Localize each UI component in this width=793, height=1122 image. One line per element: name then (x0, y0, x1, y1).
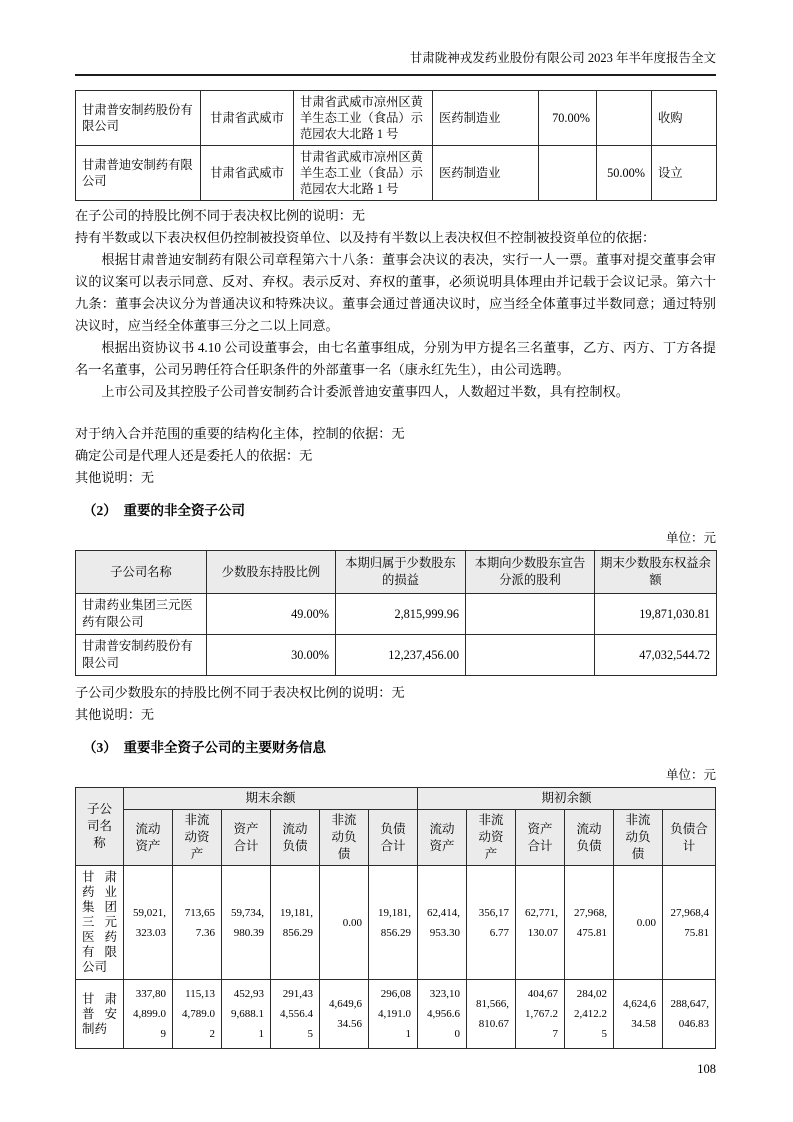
column-header: 期末少数股东权益余额 (595, 551, 717, 594)
ending-current-liabilities: 19,181,856.29 (271, 866, 320, 980)
subsidiary-acquire-method: 设立 (652, 146, 717, 201)
ending-total-liabilities: 296,084,191.01 (369, 980, 418, 1049)
column-header: 资产合计 (516, 810, 565, 866)
section-2-notes (75, 682, 716, 726)
subsidiary-pct-direct (539, 146, 597, 201)
section-2-heading: （2） 重要的非全资子公司 (83, 503, 245, 518)
notes-paragraphs (75, 205, 716, 489)
beginning-total-liabilities: 27,968,475.81 (663, 866, 716, 980)
column-header: 负债合计 (369, 810, 418, 866)
minority-dividend (466, 594, 595, 635)
column-header: 非流动负债 (320, 810, 369, 866)
beginning-current-assets: 323,104,956.60 (418, 980, 467, 1049)
ending-total-liabilities: 19,181,856.29 (369, 866, 418, 980)
subsidiary-address: 甘肃省武威市凉州区黄羊生态工业（食品）示范园农大北路 1 号 (294, 146, 433, 201)
ending-noncurrent-liabilities: 4,649,634.56 (320, 980, 369, 1049)
column-header: 本期向少数股东宣告分派的股利 (466, 551, 595, 594)
ending-noncurrent-assets: 713,657.36 (173, 866, 222, 980)
column-header: 流动负债 (271, 810, 320, 866)
minority-dividend (466, 635, 595, 676)
column-header: 流动资产 (418, 810, 467, 866)
subsidiaries-table (75, 90, 717, 201)
ending-total-assets: 452,939,688.11 (222, 980, 271, 1049)
beginning-current-liabilities: 27,968,475.81 (565, 866, 614, 980)
column-header: 子公司名称 (76, 551, 207, 594)
subsidiary-name: 甘肃普安制药股份有限公司 (76, 635, 207, 676)
column-header: 非流动资产 (467, 810, 516, 866)
subsidiary-name: 甘肃药业集团三元医药有限公司 (76, 866, 124, 980)
ending-current-liabilities: 291,434,556.45 (271, 980, 320, 1049)
column-header: 非流动资产 (173, 810, 222, 866)
minority-equity: 47,032,544.72 (595, 635, 717, 676)
table-row (76, 980, 716, 1049)
minority-profit: 12,237,456.00 (336, 635, 466, 676)
page-header-title: 甘肃陇神戎发药业股份有限公司 2023 年半年度报告全文 (75, 50, 716, 76)
table-header-row (76, 810, 716, 866)
ending-noncurrent-assets: 115,134,789.02 (173, 980, 222, 1049)
subsidiary-pct-indirect: 50.00% (597, 146, 652, 201)
table-header-row (76, 551, 717, 594)
note-other: 其他说明：无 (75, 707, 155, 722)
column-header: 资产合计 (222, 810, 271, 866)
column-header: 本期归属于少数股东的损益 (336, 551, 466, 594)
ending-total-assets: 59,734,980.39 (222, 866, 271, 980)
beginning-noncurrent-assets: 356,176.77 (467, 866, 516, 980)
corner-header: 子公司名称 (76, 788, 124, 866)
column-header: 流动负债 (565, 810, 614, 866)
subsidiary-place: 甘肃省武威市 (201, 91, 294, 146)
financial-info-table (75, 787, 716, 1049)
group-header-ending: 期末余额 (124, 788, 418, 810)
subsidiary-place: 甘肃省武威市 (201, 146, 294, 201)
table-row (76, 866, 716, 980)
paragraph-agent-principal: 确定公司是代理人还是委托人的依据：无 (75, 448, 313, 463)
table-row (76, 594, 717, 635)
subsidiary-acquire-method: 收购 (652, 91, 717, 146)
beginning-noncurrent-liabilities: 4,624,634.58 (614, 980, 663, 1049)
table-header-group-row (76, 788, 716, 810)
column-header: 负债合计 (663, 810, 716, 866)
subsidiary-name: 甘肃普安制药 (76, 980, 124, 1049)
page-number: 108 (697, 1062, 716, 1076)
note-ratio-difference: 子公司少数股东的持股比例不同于表决权比例的说明：无 (75, 685, 405, 700)
paragraph-investment-agreement: 根据出资协议书 4.10 公司设董事会，由七名董事组成，分别为甲方提名三名董事，乙方、丙方、丁方各提名一名董事，公司另聘任符合任职条件的外部董事一名（康永红先生），由公司选聘。 (75, 340, 716, 377)
paragraph-articles-of-association: 根据甘肃普迪安制药有限公司章程第六十八条：董事会决议的表决，实行一人一票。董事对提交董事会审议的议案可以表示同意、反对、弃权。表示反对、弃权的董事，必须说明具体理由并记载于会议记录。第六十九条：董事会决议分为普通决议和特殊决议。董事会通过普通决议时，应当经全体董事过半数同意；通过特别决议时，应当经全体董事三分之二以上同意。 (75, 252, 716, 333)
subsidiary-name: 甘肃普迪安制药有限公司 (76, 146, 201, 201)
paragraph-structured-entity: 对于纳入合并范围的重要的结构化主体，控制的依据：无 (75, 426, 405, 441)
minority-ratio: 49.00% (207, 594, 336, 635)
unit-label: 单位：元 (665, 531, 716, 545)
beginning-current-assets: 62,414,953.30 (418, 866, 467, 980)
subsidiary-industry: 医药制造业 (433, 146, 539, 201)
minority-profit: 2,815,999.96 (336, 594, 466, 635)
paragraph-board-control: 上市公司及其控股子公司普安制药合计委派普迪安董事四人，人数超过半数，具有控制权。 (101, 384, 629, 399)
column-header: 流动资产 (124, 810, 173, 866)
paragraph-voting-ratio-note: 在子公司的持股比例不同于表决权比例的说明：无 (75, 208, 366, 223)
subsidiary-pct-direct: 70.00% (539, 91, 597, 146)
beginning-current-liabilities: 284,022,412.25 (565, 980, 614, 1049)
ending-current-assets: 59,021,323.03 (124, 866, 173, 980)
subsidiary-name: 甘肃普安制药股份有限公司 (76, 91, 201, 146)
ending-noncurrent-liabilities: 0.00 (320, 866, 369, 980)
column-header: 非流动负债 (614, 810, 663, 866)
subsidiary-industry: 医药制造业 (433, 91, 539, 146)
subsidiary-name: 甘肃药业集团三元医药有限公司 (76, 594, 207, 635)
beginning-noncurrent-assets: 81,566,810.67 (467, 980, 516, 1049)
minority-interest-table (75, 550, 717, 676)
beginning-total-assets: 62,771,130.07 (516, 866, 565, 980)
column-header: 少数股东持股比例 (207, 551, 336, 594)
beginning-total-liabilities: 288,647,046.83 (663, 980, 716, 1049)
paragraph-control-basis-intro: 持有半数或以下表决权但仍控制被投资单位、以及持有半数以上表决权但不控制被投资单位的依据： (75, 230, 656, 245)
minority-equity: 19,871,030.81 (595, 594, 717, 635)
section-3-heading: （3） 重要非全资子公司的主要财务信息 (83, 740, 326, 755)
table-row (76, 91, 717, 146)
beginning-noncurrent-liabilities: 0.00 (614, 866, 663, 980)
unit-label: 单位：元 (665, 768, 716, 782)
ending-current-assets: 337,804,899.09 (124, 980, 173, 1049)
table-row (76, 635, 717, 676)
subsidiary-address: 甘肃省武威市凉州区黄羊生态工业（食品）示范园农大北路 1 号 (294, 91, 433, 146)
beginning-total-assets: 404,671,767.27 (516, 980, 565, 1049)
subsidiary-pct-indirect (597, 91, 652, 146)
group-header-beginning: 期初余额 (418, 788, 716, 810)
minority-ratio: 30.00% (207, 635, 336, 676)
paragraph-other-note: 其他说明：无 (75, 470, 155, 485)
table-row (76, 146, 717, 201)
